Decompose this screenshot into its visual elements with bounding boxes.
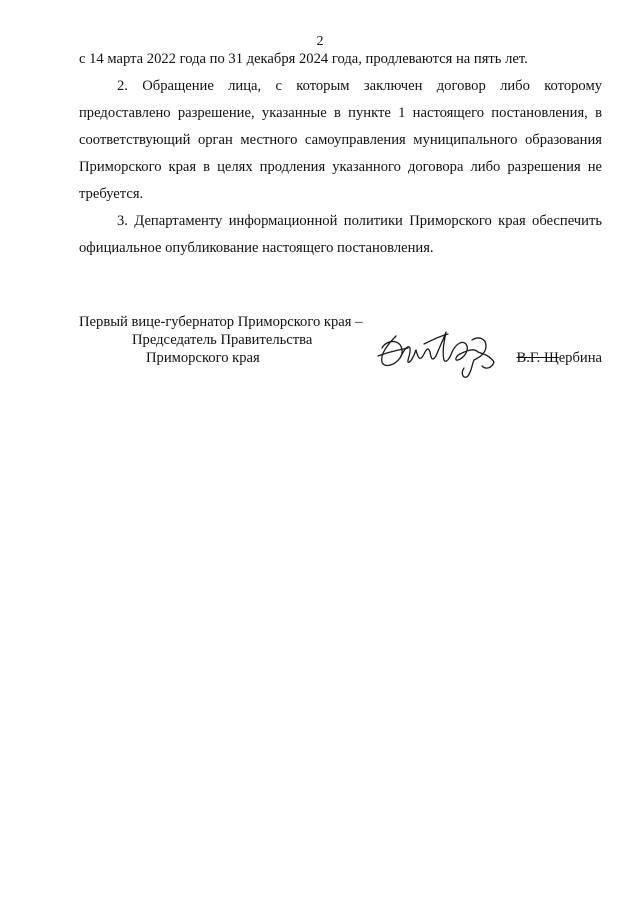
signatory-title-line-1: Первый вице-губернатор Приморского края – (79, 314, 363, 330)
document-body (79, 46, 602, 262)
paragraph-continuation: с 14 марта 2022 года по 31 декабря 2024 года, продлеваются на пять лет. (79, 51, 528, 67)
signer-initials: В.Г. Щ (516, 350, 559, 366)
handwritten-signature (374, 322, 504, 382)
signer-surname-rest: ербина (558, 350, 602, 366)
paragraph-item-3: 3. Департаменту информационной политики Приморского края обеспечить официальное опубликование настоящего постановления. (79, 213, 602, 256)
signatory-title-line-3: Приморского края (146, 350, 260, 366)
page-number: 2 (316, 34, 324, 49)
signer-name (517, 349, 603, 367)
signatory-title-line-2: Председатель Правительства (132, 332, 313, 348)
paragraph-item-2: 2. Обращение лица, с которым заключен договор либо которому предоставлено разрешение, указанные в пункте 1 настоящего постановления, в соответствующий орган местного самоуправления муниципального образования Приморского края в целях продления указанного договора либо разрешения не требуется. (79, 78, 602, 202)
